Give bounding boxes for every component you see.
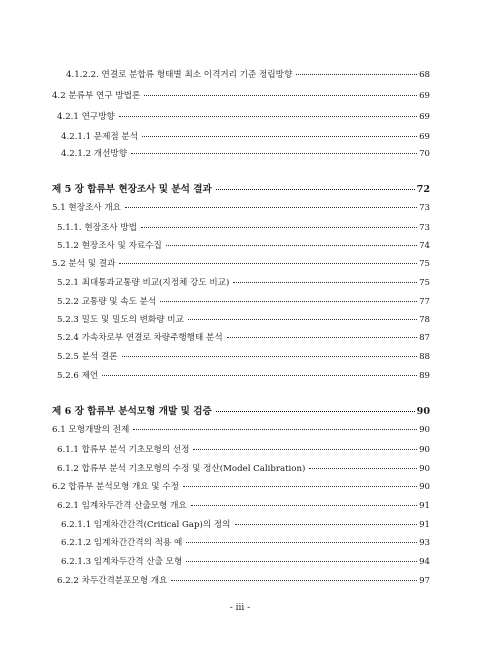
dot-leader bbox=[227, 337, 417, 338]
toc-entry-label: 제 6 장 합류부 분석모형 개발 및 검증 bbox=[52, 406, 212, 417]
dot-leader bbox=[133, 429, 417, 430]
dot-leader bbox=[141, 227, 417, 228]
toc-entry-page: 90 bbox=[419, 482, 430, 492]
toc-entry-label: 5.2.6 제언 bbox=[57, 371, 99, 381]
toc-entry[interactable] bbox=[57, 462, 430, 474]
toc-entry-page: 69 bbox=[419, 91, 430, 101]
toc-entry-label: 6.2 합류부 분석모형 개요 및 수정 bbox=[52, 482, 179, 492]
toc-entry-page: 70 bbox=[419, 149, 430, 159]
toc-entry-page: 68 bbox=[419, 70, 430, 80]
dot-leader bbox=[119, 263, 417, 264]
toc-entry-label: 제 5 장 합류부 현장조사 및 분석 결과 bbox=[52, 184, 212, 195]
dot-leader bbox=[144, 95, 417, 96]
toc-entry-page: 94 bbox=[419, 557, 430, 567]
toc-entry-label: 6.1 모형개발의 전제 bbox=[52, 425, 130, 435]
dot-leader bbox=[166, 245, 417, 246]
toc-entry-label: 5.2.4 가속차로부 연결로 차량주행행태 분석 bbox=[57, 333, 223, 343]
toc-entry-label: 6.1.1 합류부 분석 기초모형의 선정 bbox=[57, 445, 190, 455]
dot-leader bbox=[102, 375, 417, 376]
toc-entry-page: 89 bbox=[419, 371, 430, 381]
toc-entry[interactable] bbox=[52, 480, 430, 492]
dot-leader bbox=[186, 561, 417, 562]
toc-entry-page: 69 bbox=[419, 132, 430, 142]
toc-entry-page: 90 bbox=[416, 406, 430, 417]
toc-entry-page: 91 bbox=[419, 501, 430, 511]
toc-entry[interactable] bbox=[57, 110, 430, 122]
toc-entry[interactable] bbox=[57, 443, 430, 455]
dot-leader bbox=[235, 524, 418, 525]
toc-entry-label: 6.2.1.2 임계차간간격의 적용 예 bbox=[61, 538, 183, 548]
toc-entry[interactable] bbox=[52, 89, 430, 101]
toc-entry-label: 5.1 현장조사 개요 bbox=[52, 203, 121, 213]
toc-entry-label: 6.2.1.1 임계차간간격(Critical Gap)의 정의 bbox=[61, 520, 231, 530]
dot-leader bbox=[191, 505, 417, 506]
toc-entry[interactable] bbox=[66, 68, 430, 80]
toc-entry[interactable] bbox=[57, 499, 430, 511]
dot-leader bbox=[186, 542, 417, 543]
toc-entry[interactable] bbox=[61, 518, 430, 530]
toc-entry[interactable] bbox=[57, 313, 430, 325]
toc-entry-page: 69 bbox=[419, 112, 430, 122]
toc-entry-label: 5.2 분석 및 결과 bbox=[52, 259, 116, 269]
toc-entry[interactable] bbox=[52, 257, 430, 269]
toc-entry-page: 74 bbox=[419, 241, 430, 251]
dot-leader bbox=[171, 580, 417, 581]
toc-entry-label: 6.2.1 임계차두간격 산출모형 개요 bbox=[57, 501, 187, 511]
toc-entry[interactable] bbox=[57, 221, 430, 233]
page-number: - iii - bbox=[229, 603, 251, 613]
dot-leader bbox=[233, 282, 417, 283]
toc-entry-label: 5.2.5 분석 결론 bbox=[57, 352, 118, 362]
toc-entry-page: 77 bbox=[419, 297, 430, 307]
toc-entry[interactable] bbox=[57, 276, 430, 288]
toc-entry[interactable] bbox=[61, 130, 430, 142]
toc-entry-label: 4.1.2.2. 연결로 분합류 형태별 최소 이격거리 기준 정립방향 bbox=[66, 70, 293, 80]
toc-entry[interactable] bbox=[57, 331, 430, 343]
dot-leader bbox=[296, 74, 417, 75]
toc-entry[interactable] bbox=[57, 295, 430, 307]
toc-entry[interactable] bbox=[61, 536, 430, 548]
toc-entry-page: 97 bbox=[419, 576, 430, 586]
toc-entry-label: 5.1.1. 현장조사 방법 bbox=[57, 223, 137, 233]
toc-entry[interactable] bbox=[52, 423, 430, 435]
dot-leader bbox=[193, 449, 417, 450]
dot-leader bbox=[309, 468, 417, 469]
dot-leader bbox=[188, 319, 417, 320]
toc-entry-page: 91 bbox=[419, 520, 430, 530]
toc-entry[interactable] bbox=[61, 555, 430, 567]
dot-leader bbox=[216, 411, 415, 412]
toc-entry-page: 78 bbox=[419, 315, 430, 325]
toc-entry-page: 72 bbox=[416, 184, 430, 195]
dot-leader bbox=[142, 136, 417, 137]
toc-entry-page: 90 bbox=[419, 445, 430, 455]
dot-leader bbox=[183, 486, 417, 487]
toc-entry-label: 5.2.3 밀도 및 밀도의 변화량 비교 bbox=[57, 315, 184, 325]
toc-entry-page: 75 bbox=[419, 278, 430, 288]
toc-entry-page: 73 bbox=[419, 223, 430, 233]
toc-chapter-heading[interactable] bbox=[52, 181, 430, 195]
dot-leader bbox=[119, 116, 417, 117]
toc-entry-label: 4.2.1.1 문제점 분석 bbox=[61, 132, 139, 142]
toc-entry-label: 5.1.2 현장조사 및 자료수집 bbox=[57, 241, 162, 251]
toc-entry-label: 5.2.1 최대통과교통량 비교(지정체 강도 비교) bbox=[57, 278, 230, 288]
toc-entry[interactable] bbox=[57, 369, 430, 381]
toc-entry[interactable] bbox=[52, 201, 430, 213]
toc-entry-page: 90 bbox=[419, 464, 430, 474]
toc-entry[interactable] bbox=[61, 147, 430, 159]
toc-entry-label: 4.2.1.2 개선방향 bbox=[61, 149, 128, 159]
toc-entry[interactable] bbox=[57, 350, 430, 362]
toc-entry-label: 5.2.2 교통량 및 속도 분석 bbox=[57, 297, 157, 307]
toc-entry-page: 88 bbox=[419, 352, 430, 362]
dot-leader bbox=[125, 207, 417, 208]
toc-entry-label: 4.2.1 연구방향 bbox=[57, 112, 115, 122]
toc-entry-page: 87 bbox=[419, 333, 430, 343]
dot-leader bbox=[131, 153, 417, 154]
toc-chapter-heading[interactable] bbox=[52, 403, 430, 417]
toc-entry-page: 93 bbox=[419, 538, 430, 548]
toc-entry-page: 75 bbox=[419, 259, 430, 269]
dot-leader bbox=[160, 301, 417, 302]
toc-entry-page: 90 bbox=[419, 425, 430, 435]
toc-entry-label: 6.2.1.3 임계차두간격 산출 모형 bbox=[61, 557, 183, 567]
toc-entry-label: 6.1.2 합류부 분석 기초모형의 수정 및 정산(Model Calibration) bbox=[57, 464, 306, 474]
dot-leader bbox=[216, 189, 415, 190]
toc-entry-label: 6.2.2 차두간격분포모형 개요 bbox=[57, 576, 168, 586]
toc-entry-label: 4.2 분류부 연구 방법론 bbox=[52, 91, 141, 101]
toc-entry-page: 73 bbox=[419, 203, 430, 213]
dot-leader bbox=[122, 356, 418, 357]
toc-entry[interactable] bbox=[57, 239, 430, 251]
toc-entry[interactable] bbox=[57, 574, 430, 586]
